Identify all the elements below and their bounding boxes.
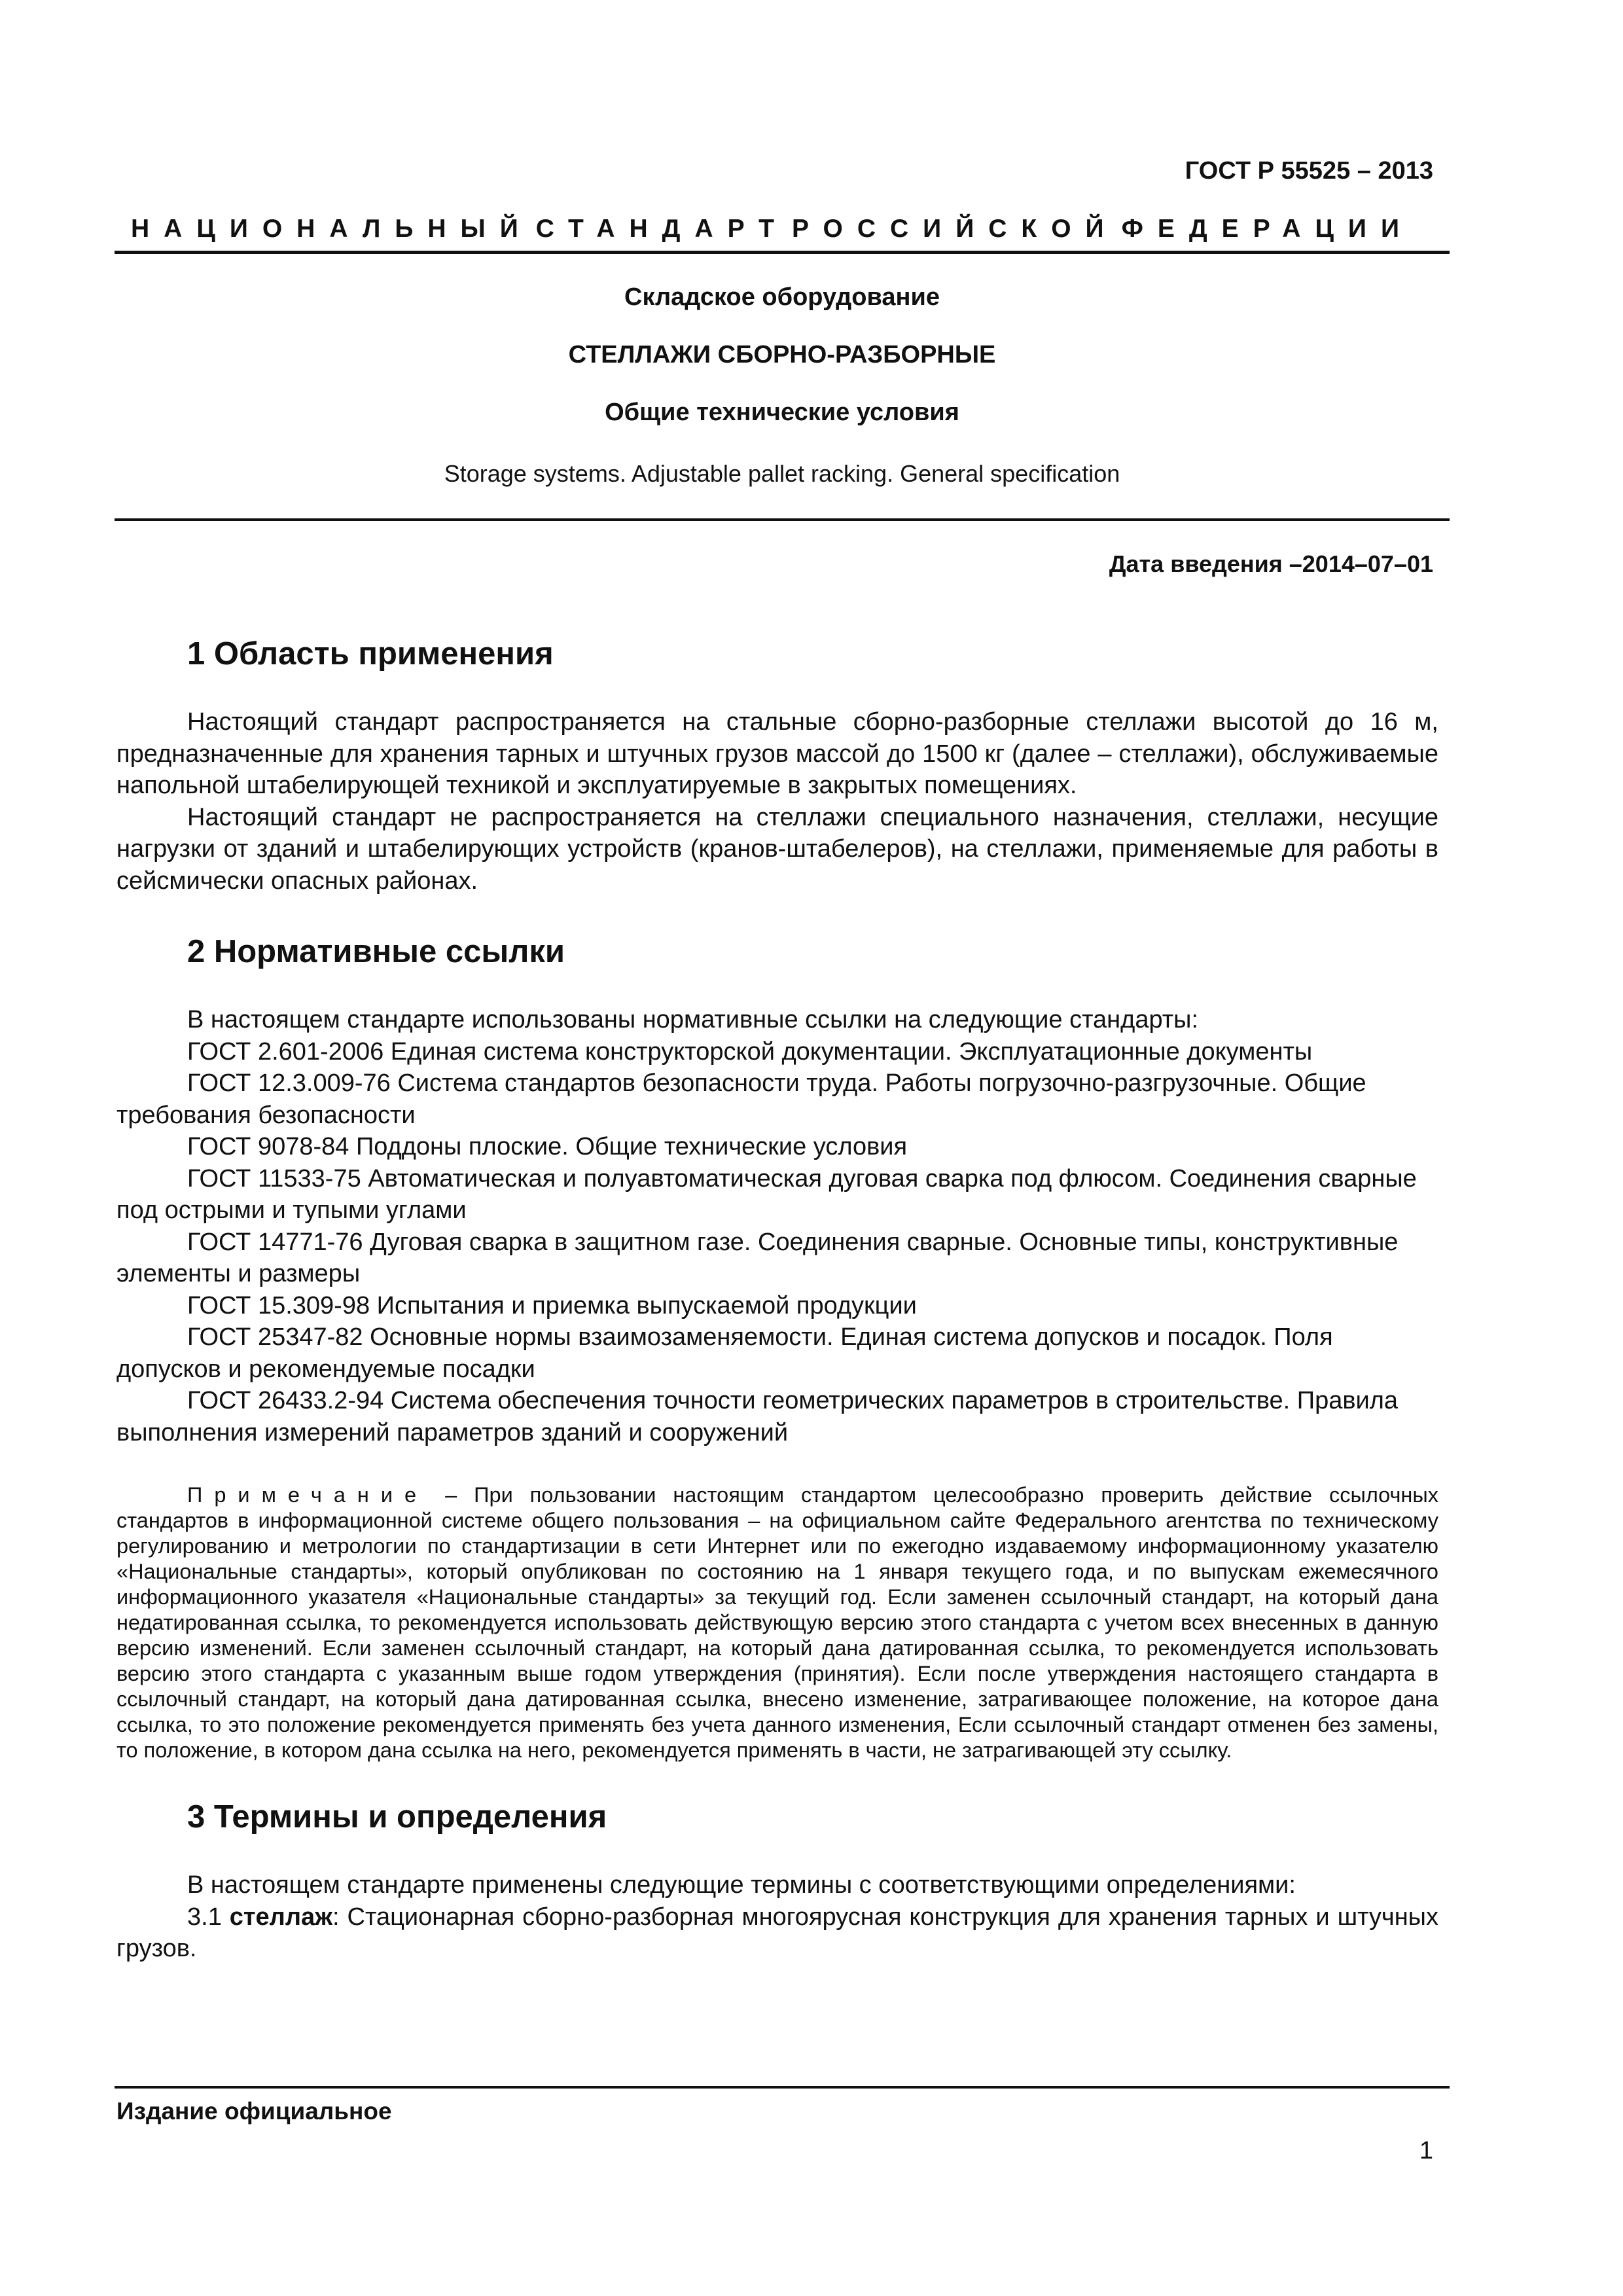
- title-line-2: СТЕЛЛАЖИ СБОРНО-РАЗБОРНЫЕ: [568, 341, 996, 368]
- term-definition-text: : Стационарная сборно-разборная многоярусная конструкция для хранения тарных и штучных грузов.: [116, 1903, 1438, 1962]
- note-label: Примечание: [187, 1483, 429, 1507]
- section-3-intro: В настоящем стандарте применены следующие термины с соответствующими определениями:: [187, 1871, 1296, 1899]
- national-standard-banner: [131, 215, 1414, 243]
- section-2-intro: В настоящем стандарте использованы нормативные ссылки на следующие стандарты:: [187, 1006, 1199, 1033]
- introduction-date: Дата введения –2014–07–01: [1109, 550, 1433, 577]
- banner-word-text: СТАНДАРТ: [535, 215, 789, 243]
- section-1-paragraph-1: Настоящий стандарт распространяется на стальные сборно-разборные стеллажи высотой до 16 м, предназначенные для хранения тарных и штучных грузов массой до 1500 кг (далее – стеллажи), обслуживаемые напольной штабелирующей техникой и эксплуатируемые в закрытых помещениях.: [116, 708, 1438, 799]
- reference-item: ГОСТ 26433.2-94 Система обеспечения точности геометрических параметров в строительстве. Правила выполнения измерений параметров зданий и сооружений: [116, 1387, 1399, 1446]
- term-name: стеллаж: [229, 1903, 333, 1931]
- banner-word-1: [131, 215, 533, 243]
- page-number: 1: [1419, 2137, 1433, 2164]
- reference-note: [116, 1482, 1438, 1763]
- reference-item: ГОСТ 15.309-98 Испытания и приемка выпускаемой продукции: [187, 1291, 917, 1319]
- section-1-title: 1 Область применения: [187, 636, 554, 672]
- title-line-1: Складское оборудование: [624, 283, 940, 311]
- section-1-paragraph-2: Настоящий стандарт не распространяется на стеллажи специального назначения, стеллажи, несущие нагрузки от зданий и штабелирующих устройств (кранов-штабелеров), на стеллажи, применяемые для работы в сейсмически опасных районах.: [116, 803, 1438, 895]
- note-text: – При пользовании настоящим стандартом целесообразно проверить действие ссылочных стандартов в информационной системе общего пользования – на официальном сайте Федерального агентства по техническому регулированию и метрологии по стандартизации в сети Интернет или по ежегодно издаваемому информационному указателю «Национальные стандарты», который опубликован по состоянию на 1 января текущего года, и по выпускам ежемесячного информационного указателя «Национальные стандарты» за текущий год. Если заменен ссылочный стандарт, на который дана недатированная ссылка, то рекомендуется использовать действующую версию этого стандарта с учетом всех внесенных в данную версию изменений. Если заменен ссылочный стандарт, на который дана датированная ссылка, то рекомендуется использовать версию этого стандарта с указанным выше годом утверждения (принятия). Если после утверждения настоящего стандарта в ссылочный стандарт, на который дана датированная ссылка, внесено изменение, затрагивающее положение, на которое дана ссылка, то это положение рекомендуется применять без учета данного изменения, Если ссылочный стандарт отменен без замены, то положение, в котором дана ссылка на него, рекомендуется применять в части, не затрагивающей эту ссылку.: [116, 1483, 1438, 1762]
- title-divider: [115, 518, 1450, 521]
- reference-item: ГОСТ 14771-76 Дуговая сварка в защитном газе. Соединения сварные. Основные типы, конструктивные элементы и размеры: [116, 1228, 1399, 1287]
- banner-word-text: ФЕДЕРАЦИИ: [1121, 215, 1414, 243]
- document-body: [116, 638, 1438, 1965]
- reference-item: ГОСТ 11533-75 Автоматическая и полуавтоматическая дуговая сварка под флюсом. Соединения сварные под острыми и тупыми углами: [116, 1164, 1417, 1224]
- section-2-title: 2 Нормативные ссылки: [187, 934, 565, 969]
- reference-item: ГОСТ 12.3.009-76 Система стандартов безопасности труда. Работы погрузочно-разгрузочные. Общие требования безопасности: [116, 1069, 1366, 1129]
- title-english: Storage systems. Adjustable pallet racking. General specification: [444, 460, 1120, 487]
- banner-word-text: НАЦИОНАЛЬНЫЙ: [131, 215, 533, 243]
- banner-word-3: [792, 215, 1118, 243]
- reference-item: ГОСТ 9078-84 Поддоны плоские. Общие технические условия: [187, 1133, 908, 1160]
- footer-divider: [115, 2086, 1450, 2089]
- reference-item: ГОСТ 2.601-2006 Единая система конструкторской документации. Эксплуатационные документы: [187, 1037, 1313, 1066]
- term-number: 3.1: [187, 1903, 222, 1931]
- header-divider: [115, 251, 1450, 254]
- document-code: ГОСТ Р 55525 – 2013: [1185, 157, 1433, 185]
- section-3-title: 3 Термины и определения: [187, 1799, 607, 1835]
- title-line-3: Общие технические условия: [605, 399, 959, 426]
- banner-word-4: [1122, 215, 1414, 243]
- reference-item: ГОСТ 25347-82 Основные нормы взаимозаменяемости. Единая система допусков и посадок. Поля допусков и рекомендуемые посадки: [116, 1323, 1333, 1383]
- banner-word-text: РОССИЙСКОЙ: [792, 215, 1118, 243]
- official-edition-label: Издание официальное: [116, 2098, 392, 2125]
- term-definition: [116, 1901, 1438, 1965]
- banner-word-2: [536, 215, 789, 243]
